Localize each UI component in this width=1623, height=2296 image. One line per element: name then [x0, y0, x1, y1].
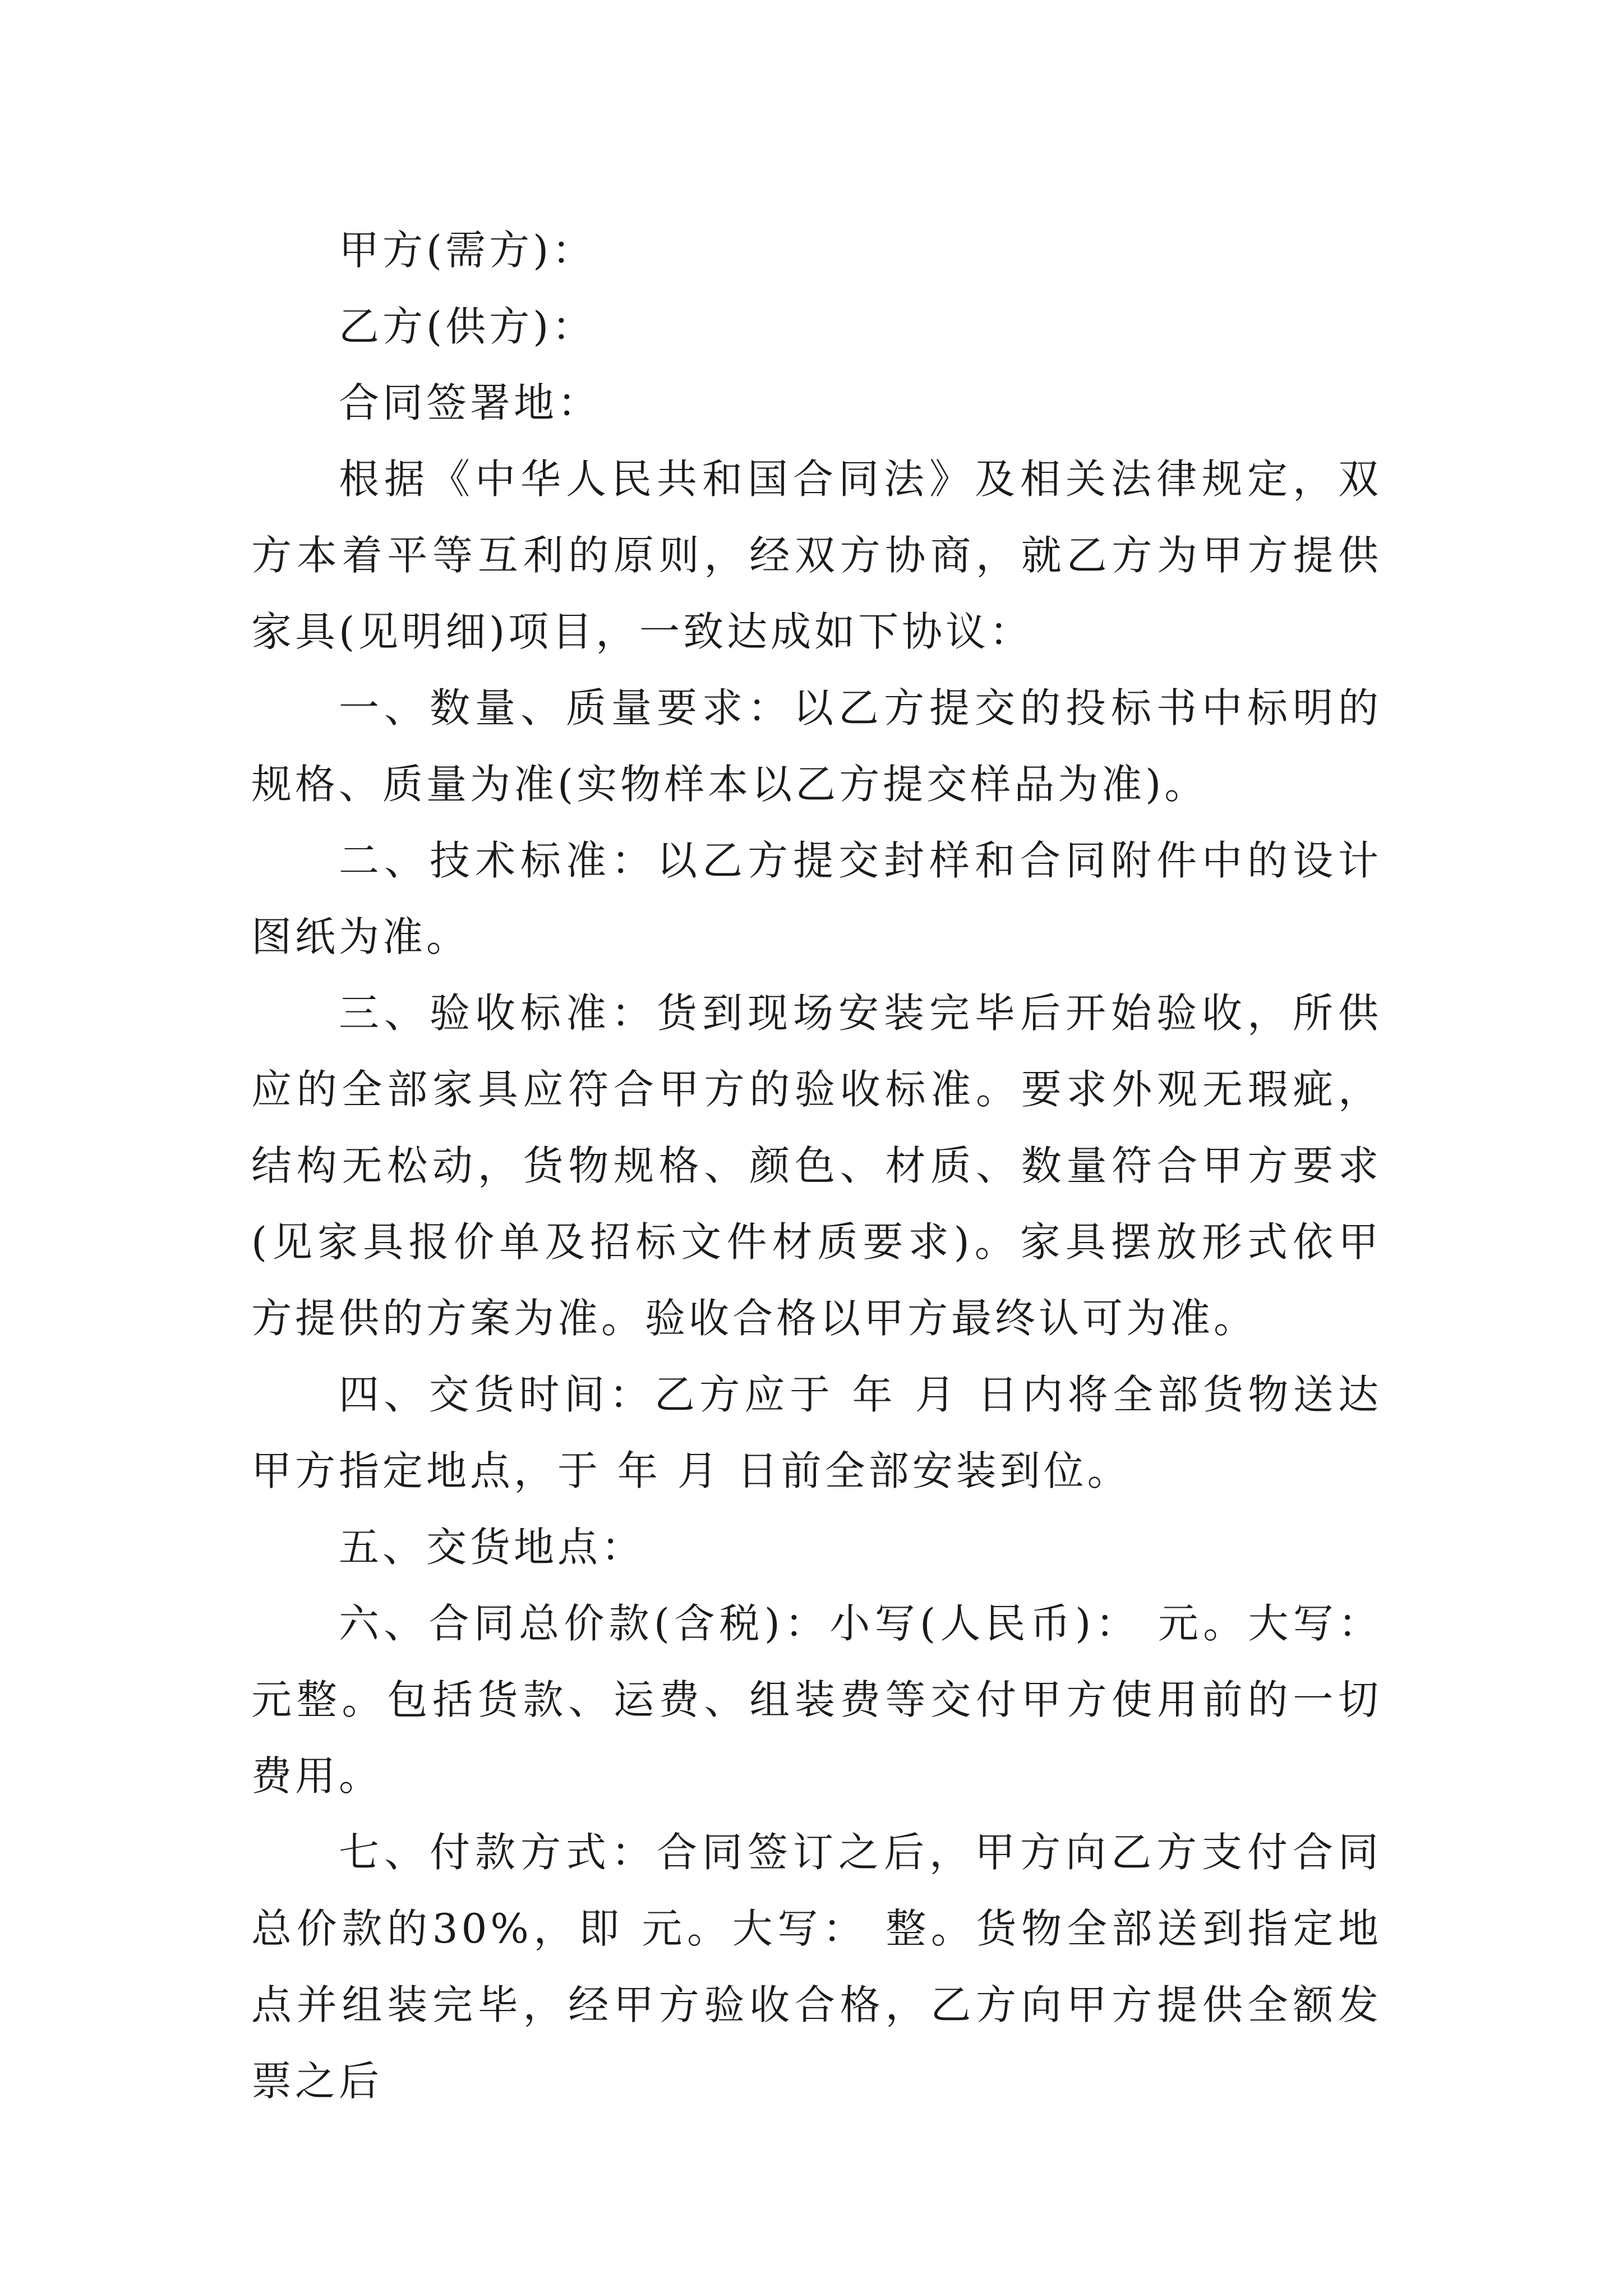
signing-place-line: 合同签署地： [339, 379, 602, 426]
clause-quantity-quality: 一、数量、质量要求：以乙方提交的投标书中标明的规格、质量为准(实物样本以乙方提交样品为准)。 [251, 684, 1382, 808]
clause-delivery-time: 四、交货时间：乙方应于 年 月 日内将全部货物送达甲方指定地点，于 年 月 日前全部安装到位。 [251, 1371, 1382, 1494]
contract-body [251, 212, 1382, 2119]
clause-total-price: 六、合同总价款(含税)：小写(人民币)： 元。大写： 元整。包括货款、运费、组装费等交付甲方使用前的一切费用。 [251, 1600, 1382, 1800]
clause-delivery-place: 五、交货地点： [339, 1524, 645, 1571]
clause-technical-standard: 二、技术标准：以乙方提交封样和合同附件中的设计图纸为准。 [251, 837, 1382, 960]
clause-payment-method: 七、付款方式：合同签订之后，甲方向乙方支付合同总价款的30%，即 元。大写： 整。货物全部送到指定地点并组装完毕，经甲方验收合格，乙方向甲方提供全额发票之后 [251, 1829, 1382, 2105]
party-a-line: 甲方(需方)： [339, 227, 596, 274]
clause-acceptance-standard: 三、验收标准：货到现场安装完毕后开始验收，所供应的全部家具应符合甲方的验收标准。要求外观无瑕疵，结构无松动，货物规格、颜色、材质、数量符合甲方要求(见家具报价单及招标文件材质要求)。家具摆放形式依甲方提供的方案为准。验收合格以甲方最终认可为准。 [251, 990, 1382, 1342]
preamble-paragraph: 根据《中华人民共和国合同法》及相关法律规定，双方本着平等互利的原则，经双方协商，就乙方为甲方提供家具(见明细)项目，一致达成如下协议： [251, 455, 1382, 655]
party-b-line: 乙方(供方)： [339, 303, 596, 350]
